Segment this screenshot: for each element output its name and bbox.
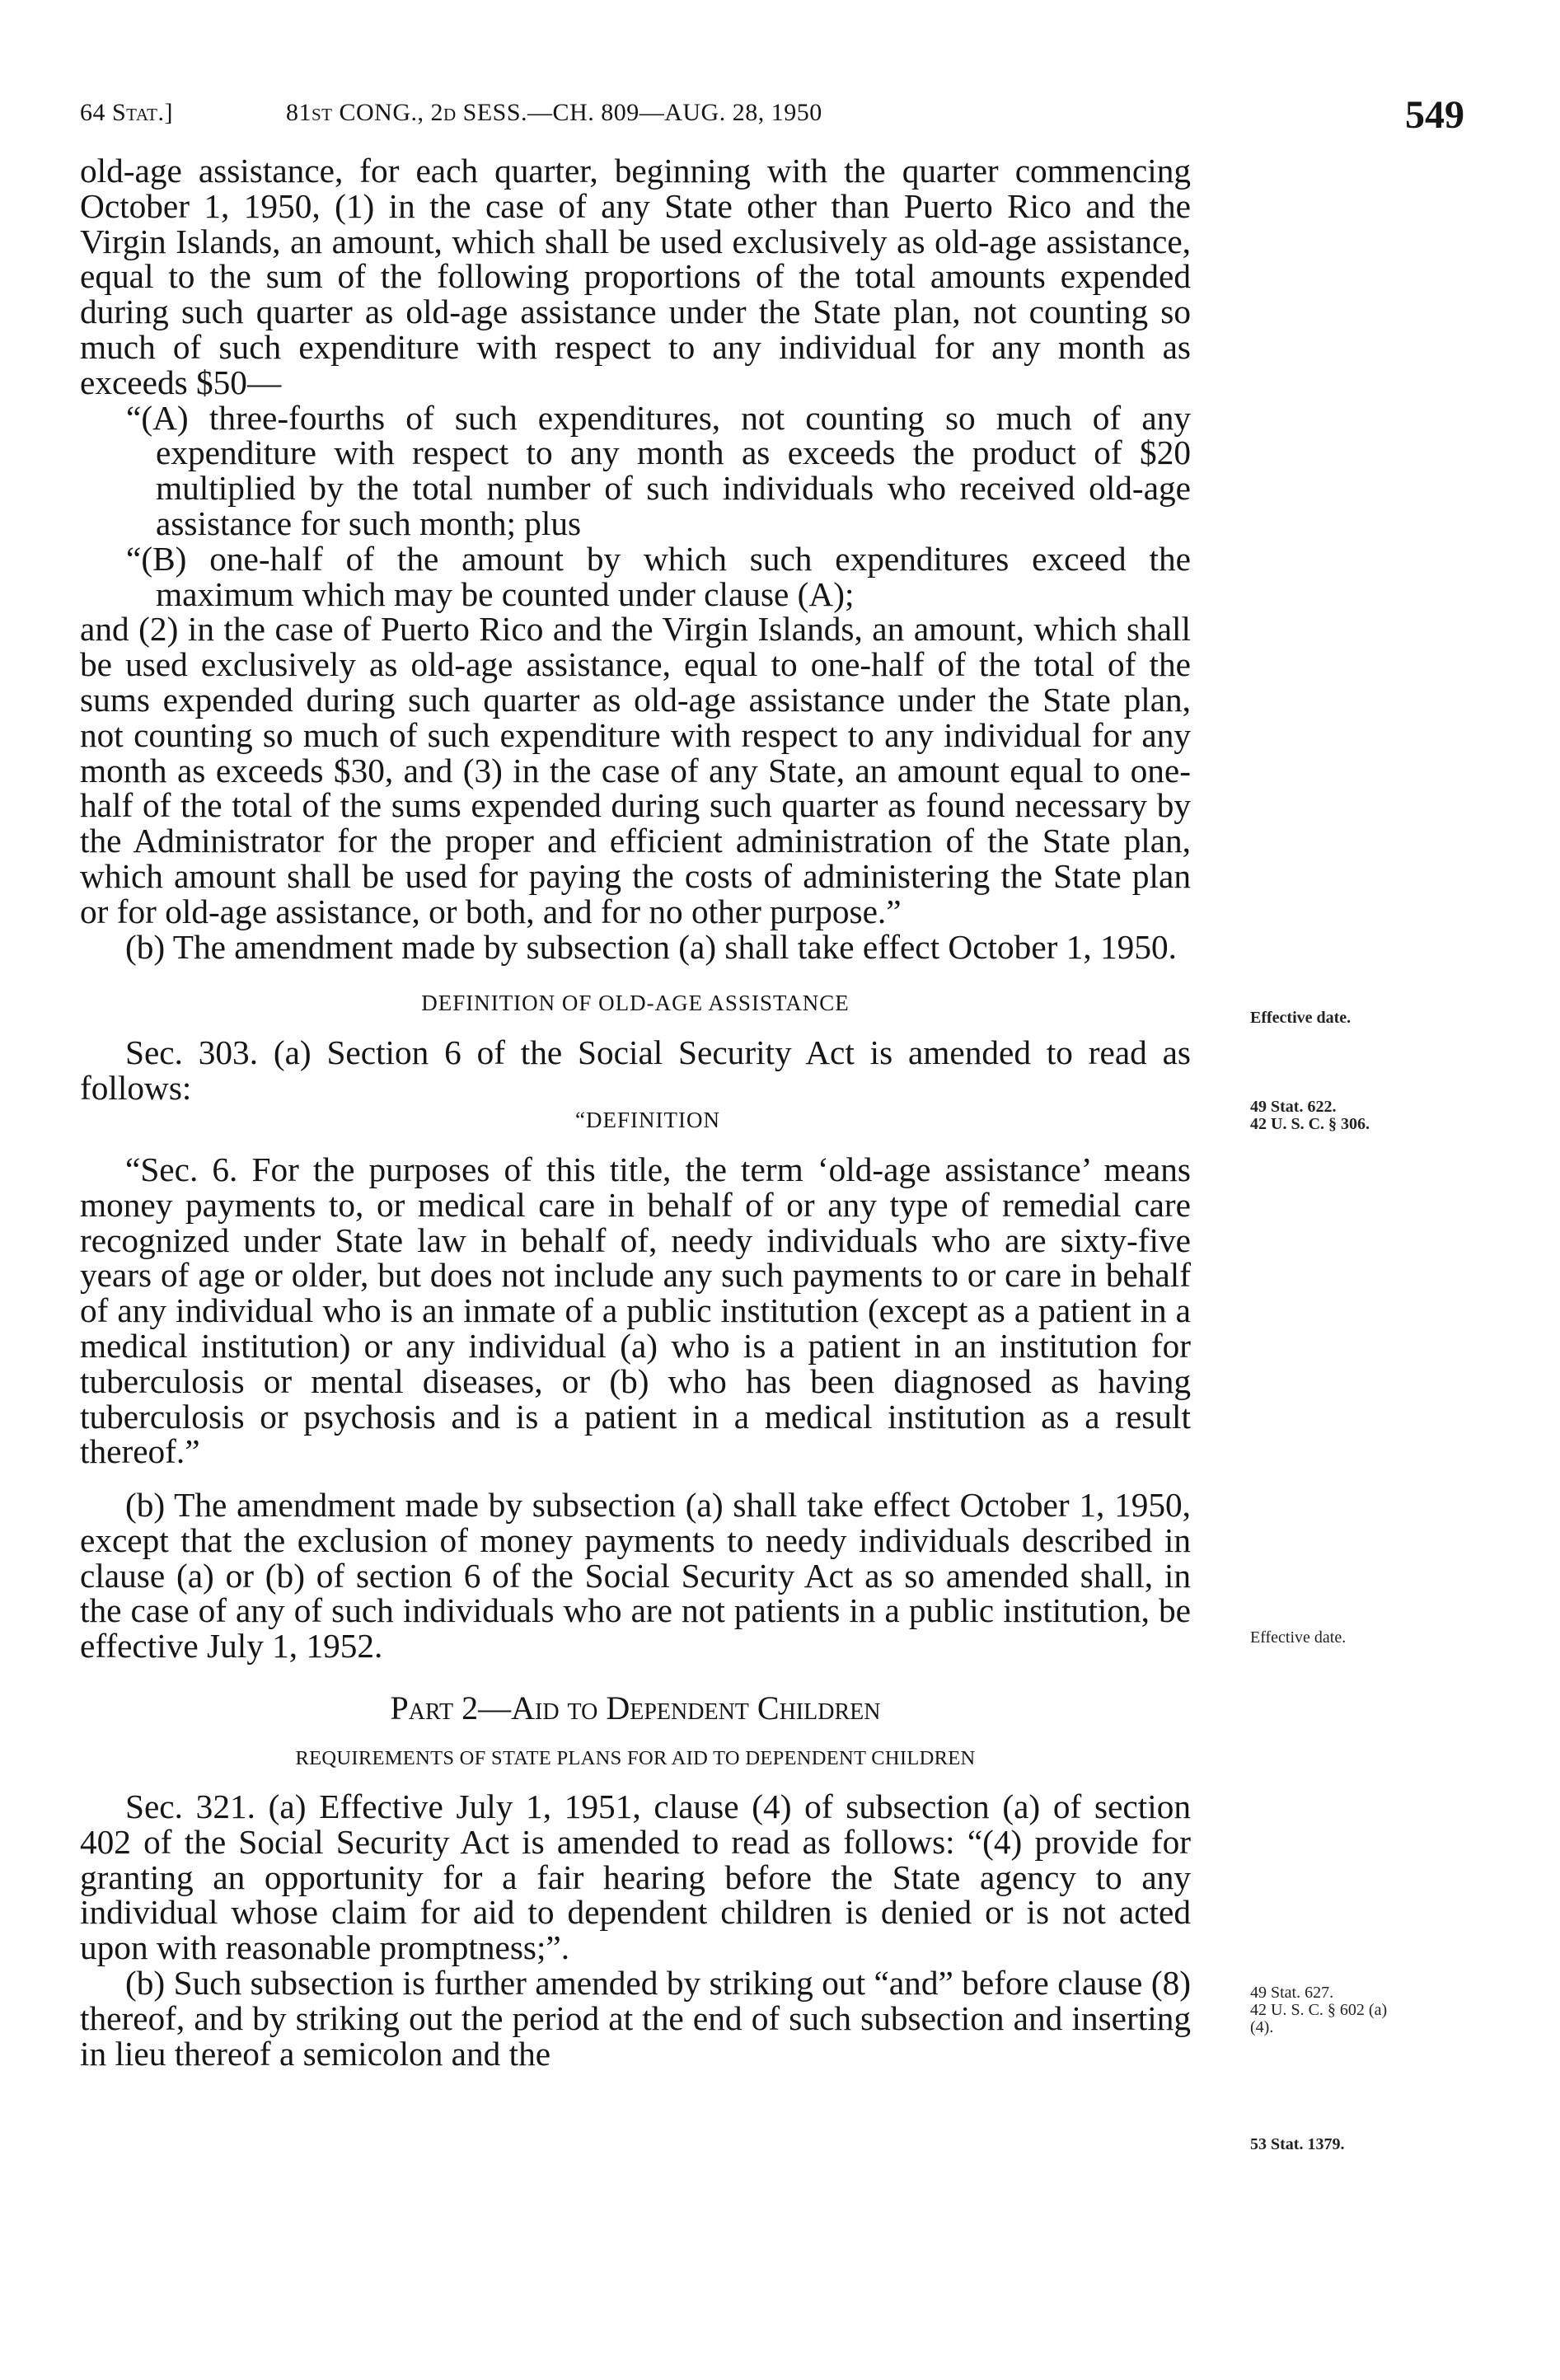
- header-statute-ref: 64 Stat.]: [80, 99, 173, 126]
- paragraph-puerto-rico: and (2) in the case of Puerto Rico and the Virgin Islands, an amount, which shall be used exclusively as old-age assistance, equal to one-half of the total of the sums expended during such quarter as old-age assistance under the State plan, not counting so much of such expenditure with respect to any individual for any month as exceeds $30, and (3) in the case of any State, an amount equal to one-half of the total of the sums expended during such quarter as found necessary by the Administrator for the proper and efficient administration of the State plan, which amount shall be used for paying the costs of administering the State plan or for old-age assistance, or both, and for no other purpose.”: [80, 610, 1191, 930]
- clause-b-paragraph: “(B) one-half of the amount by which such expenditures exceed the maximum which may be counted under clause (A);: [126, 539, 1191, 613]
- margin-note-citation-1: [1250, 1099, 1370, 1133]
- paragraph-sec-321: Sec. 321. (a) Effective July 1, 1951, clause (4) of subsection (a) of section 402 of the Social Security Act is amended to read as follows: “(4) provide for granting an opportunity for a fair hearing before the State agency to any individual whose claim for aid to dependent children is denied or is not acted upon with reasonable promptness;”.: [80, 1787, 1191, 1967]
- paragraph-sec-321-b: (b) Such subsection is further amended by striking out “and” before clause (8) thereof, and by striking out the period at the end of such subsection and inserting in lieu thereof a semicolon and the: [80, 1964, 1191, 2073]
- margin-note-citation-2: [1250, 1984, 1387, 2036]
- paragraph-sec-303: Sec. 303. (a) Section 6 of the Social Security Act is amended to read as follows:: [80, 1033, 1191, 1108]
- margin-note-citation-2-line3: (4).: [1250, 2018, 1274, 2036]
- margin-note-citation-1-line2: 42 U. S. C. § 306.: [1250, 1115, 1370, 1133]
- paragraph-sec-6: “Sec. 6. For the purposes of this title, the term ‘old-age assistance’ means money payments to, or medical care in behalf of or any type of remedial care recognized under State law in behalf of, needy individuals who are sixty-five years of age or older, but does not include any such payments to or care in behalf of any individual who is an inmate of a public institution (except as a patient in a medical institution) or any individual (a) who is a patient in an institution for tuberculosis or mental diseases, or (b) who has been diagnosed as having tuberculosis or psychosis and is a patient in a medical institution as a result thereof.”: [80, 1150, 1191, 1471]
- section-heading-definition: DEFINITION OF OLD-AGE ASSISTANCE: [421, 991, 850, 1016]
- paragraph-effective-1950: (b) The amendment made by subsection (a) shall take effect October 1, 1950.: [125, 927, 1177, 966]
- paragraph-oaa-continuation: old-age assistance, for each quarter, beginning with the quarter commencing October 1, 1950, (1) in the case of any State other than Puerto Rico and the Virgin Islands, an amount, which shall be used exclusively as old-age assistance, equal to the sum of the following proportions of the total amounts expended during such quarter as old-age assistance under the State plan, not counting so much of such expenditure with respect to any individual for any month as exceeds $50—: [80, 152, 1191, 401]
- margin-note-effective-date-2: Effective date.: [1250, 1628, 1347, 1647]
- margin-note-citation-1-line1: 49 Stat. 622.: [1250, 1098, 1337, 1116]
- margin-note-effective-date-1: Effective date.: [1250, 1009, 1352, 1027]
- header-session-info: 81st CONG., 2d SESS.—CH. 809—AUG. 28, 1950: [286, 99, 822, 126]
- clause-a-paragraph: “(A) three-fourths of such expenditures, not counting so much of any expenditure with respect to any month as exceeds the product of $20 multiplied by the total number of such individuals who received old-age assistance for such month; plus: [126, 398, 1191, 542]
- margin-note-citation-3: 53 Stat. 1379.: [1250, 2135, 1345, 2153]
- page-number: 549: [1405, 93, 1464, 137]
- margin-note-citation-2-line1: 49 Stat. 627.: [1250, 1984, 1334, 2002]
- subheading-definition: “DEFINITION: [575, 1107, 720, 1132]
- paragraph-effective-1952: (b) The amendment made by subsection (a) shall take effect October 1, 1950, except that the exclusion of money payments to needy individuals described in clause (a) or (b) of section 6 of the Social Security Act as so amended shall, in the case of any of such individuals who are not patients in a public institution, be effective July 1, 1952.: [80, 1486, 1191, 1666]
- running-head: [80, 92, 1464, 137]
- main-text: [80, 153, 1191, 2071]
- section-heading-requirements: REQUIREMENTS OF STATE PLANS FOR AID TO DEPENDENT CHILDREN: [295, 1747, 976, 1770]
- margin-note-citation-2-line2: 42 U. S. C. § 602 (a): [1250, 2001, 1388, 2019]
- part-2-heading: Part 2—Aid to Dependent Children: [390, 1689, 881, 1727]
